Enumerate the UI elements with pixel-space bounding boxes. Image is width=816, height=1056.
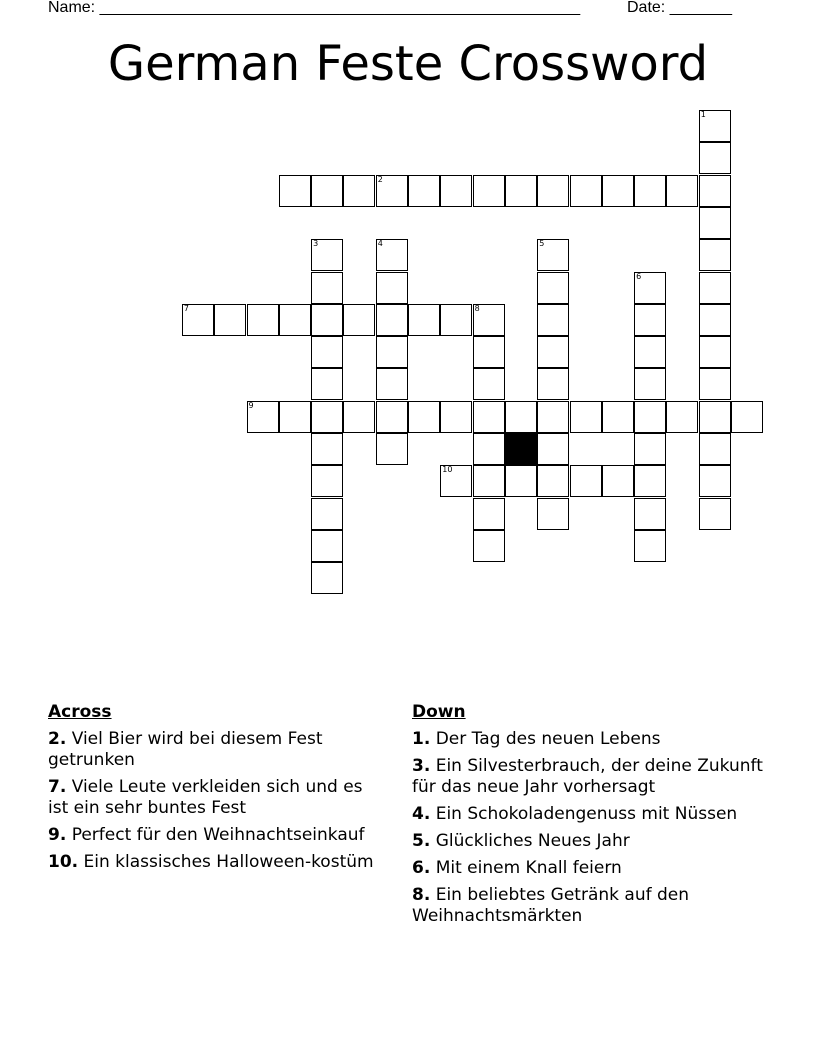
clue-num: 2. [48,729,67,749]
grid-cell[interactable] [634,368,666,400]
clue-text: Viele Leute verkleiden sich und es ist ein sehr buntes Fest [48,777,363,818]
grid-cell[interactable] [570,465,602,497]
grid-cell[interactable] [311,465,343,497]
grid-cell[interactable] [505,465,537,497]
grid-cell[interactable] [602,465,634,497]
clue-number: 7 [183,303,189,313]
clue-number: 3 [313,239,319,249]
grid-cell[interactable] [473,498,505,530]
grid-cell[interactable] [311,336,343,368]
clue-item [48,825,388,846]
grid-cell[interactable] [537,304,569,336]
clue-text: Ein klassisches Halloween-kostüm [83,852,374,872]
grid-cell[interactable] [699,207,731,239]
clue-text: Glückliches Neues Jahr [435,831,630,851]
grid-cell[interactable] [699,110,731,142]
grid-cell[interactable] [473,304,505,336]
grid-cell[interactable] [537,175,569,207]
grid-cell[interactable] [376,175,408,207]
clue-text: Ein beliebtes Getränk auf den Weihnachtsmärkten [412,885,690,926]
clue-number: 9 [248,400,254,410]
grid-cell[interactable] [473,465,505,497]
grid-cell[interactable] [440,465,472,497]
date-field[interactable]: Date: _______ [627,0,732,16]
across-heading: Across [48,702,112,722]
clue-item [412,831,782,852]
across-clue-list [48,729,388,873]
grid-cell[interactable] [473,175,505,207]
grid-cell[interactable] [343,304,375,336]
grid-cell[interactable] [634,304,666,336]
grid-cell[interactable] [473,336,505,368]
grid-cell[interactable] [666,175,698,207]
grid-cell[interactable] [699,401,731,433]
grid-cell[interactable] [311,562,343,594]
grid-cell[interactable] [666,401,698,433]
down-clues [412,702,782,933]
grid-cell[interactable] [634,530,666,562]
grid-cell[interactable] [699,239,731,271]
grid-cell[interactable] [699,336,731,368]
grid-cell[interactable] [311,175,343,207]
grid-cell[interactable] [699,304,731,336]
down-clue-list [412,729,782,927]
grid-cell[interactable] [537,433,569,465]
grid-cell[interactable] [376,272,408,304]
clue-number: 2 [377,174,383,184]
grid-cell[interactable] [376,368,408,400]
grid-cell[interactable] [311,530,343,562]
grid-cell[interactable] [247,401,279,433]
grid-cell[interactable] [602,401,634,433]
grid-cell[interactable] [279,175,311,207]
grid-cell[interactable] [699,175,731,207]
page-title: German Feste Crossword [107,36,709,92]
grid-cell[interactable] [376,433,408,465]
grid-cell[interactable] [505,401,537,433]
clue-item [48,852,388,873]
grid-cell[interactable] [634,401,666,433]
clue-number: 6 [636,271,642,281]
grid-cell[interactable] [408,175,440,207]
grid-cell[interactable] [376,401,408,433]
grid-cell[interactable] [311,304,343,336]
grid-cell[interactable] [634,465,666,497]
clue-text: Viel Bier wird bei diesem Fest getrunken [48,729,323,770]
clue-text: Perfect für den Weihnachtseinkauf [71,825,365,845]
clue-num: 10. [48,852,79,872]
grid-cell[interactable] [570,175,602,207]
grid-cell[interactable] [537,401,569,433]
across-clues [48,702,388,879]
grid-cell[interactable] [731,401,763,433]
grid-cell[interactable] [343,401,375,433]
grid-cell[interactable] [699,498,731,530]
clue-item [48,729,388,771]
grid-cell[interactable] [473,401,505,433]
grid-cell[interactable] [440,304,472,336]
grid-cell[interactable] [570,401,602,433]
grid-cell[interactable] [408,304,440,336]
clue-number: 4 [377,239,383,249]
clue-item [412,756,782,798]
grid-cell[interactable] [634,175,666,207]
grid-cell[interactable] [311,401,343,433]
grid-cell[interactable] [376,239,408,271]
clue-text: Ein Silvesterbrauch, der deine Zukunft für das neue Jahr vorhersagt [412,756,763,797]
clue-num: 7. [48,777,67,797]
grid-cell[interactable] [699,433,731,465]
grid-cell[interactable] [473,368,505,400]
clue-num: 4. [412,804,431,824]
grid-cell[interactable] [634,336,666,368]
grid-cell[interactable] [634,498,666,530]
grid-cell[interactable] [214,304,246,336]
grid-cell[interactable] [376,304,408,336]
black-cell [505,433,537,465]
down-heading: Down [412,702,466,722]
clue-num: 1. [412,729,431,749]
grid-cell[interactable] [343,175,375,207]
grid-cell[interactable] [311,433,343,465]
grid-cell[interactable] [505,175,537,207]
grid-cell[interactable] [537,368,569,400]
grid-cell[interactable] [602,175,634,207]
grid-cell[interactable] [473,530,505,562]
grid-cell[interactable] [279,304,311,336]
grid-cell[interactable] [537,498,569,530]
grid-cell[interactable] [440,401,472,433]
grid-cell[interactable] [473,433,505,465]
grid-cell[interactable] [311,272,343,304]
clue-item [48,777,388,819]
clue-text: Ein Schokoladengenuss mit Nüssen [435,804,738,824]
clue-number: 10 [442,465,453,475]
clue-number: 1 [700,110,706,119]
clue-item [412,729,782,750]
clue-num: 6. [412,858,431,878]
clue-item [412,858,782,879]
clue-text: Der Tag des neuen Lebens [435,729,661,749]
grid-cell[interactable] [537,336,569,368]
grid-cell[interactable] [408,401,440,433]
grid-cell[interactable] [311,368,343,400]
name-field[interactable]: Name: ______________________________________________________ [48,0,581,16]
clue-num: 3. [412,756,431,776]
grid-cell[interactable] [311,239,343,271]
grid-cell[interactable] [634,433,666,465]
grid-cell[interactable] [699,272,731,304]
grid-cell[interactable] [279,401,311,433]
grid-cell[interactable] [311,498,343,530]
grid-cell[interactable] [699,465,731,497]
grid-cell[interactable] [634,272,666,304]
grid-cell[interactable] [376,336,408,368]
grid-cell[interactable] [247,304,279,336]
grid-cell[interactable] [537,239,569,271]
clue-text: Mit einem Knall feiern [435,858,622,878]
grid-cell[interactable] [537,272,569,304]
grid-cell[interactable] [699,368,731,400]
clue-num: 5. [412,831,431,851]
grid-cell[interactable] [182,304,214,336]
grid-cell[interactable] [440,175,472,207]
grid-cell[interactable] [699,142,731,174]
clue-number: 5 [539,239,545,249]
clue-number: 8 [474,303,480,313]
clue-num: 8. [412,885,431,905]
clue-item [412,885,782,927]
grid-cell[interactable] [537,465,569,497]
clue-item [412,804,782,825]
clue-num: 9. [48,825,67,845]
